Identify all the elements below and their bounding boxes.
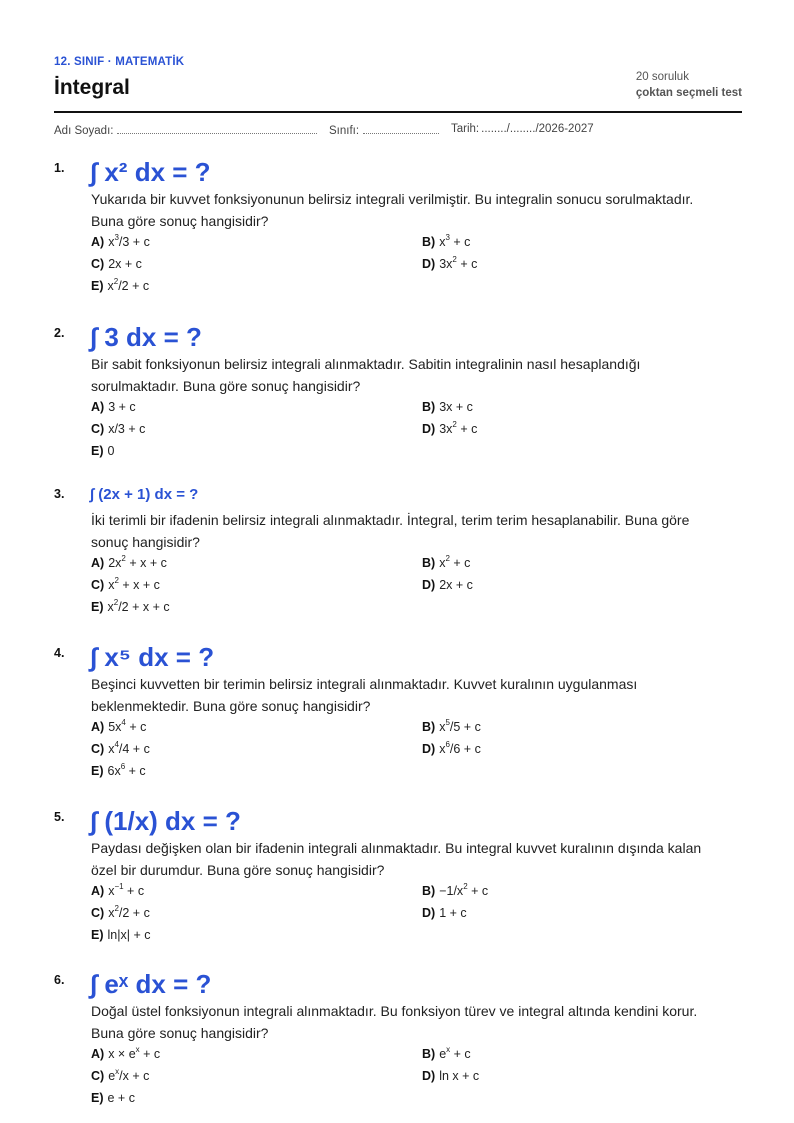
header-divider — [54, 111, 742, 113]
question-text-line: Doğal üstel fonksiyonun integrali alınmaktadır. Bu fonksiyon türev ve integral altında kendini korur. — [91, 1003, 698, 1019]
option-d[interactable] — [422, 1069, 479, 1083]
question-text-line: Bir sabit fonksiyonun belirsiz integrali alınmaktadır. Sabitin integralinin nasıl hesaplandığı — [91, 356, 641, 372]
question-number: 6. — [54, 973, 65, 987]
question-formula: ∫ x⁵ dx = ? — [90, 642, 215, 672]
option-e[interactable] — [91, 600, 170, 614]
option-d[interactable] — [422, 742, 481, 756]
option-d[interactable] — [422, 578, 473, 592]
option-letter: E) — [91, 1091, 104, 1105]
option-text: $x^3 + c$ — [439, 233, 471, 249]
option-a[interactable] — [91, 720, 146, 734]
option-e[interactable] — [91, 1091, 135, 1105]
option-letter: C) — [91, 1069, 105, 1083]
question-text — [91, 837, 741, 881]
option-text: $x^4/4 + c$ — [108, 740, 150, 756]
class-blank[interactable] — [363, 123, 439, 134]
test-type: çoktan seçmeli test — [635, 87, 742, 99]
option-letter: E) — [91, 279, 104, 293]
date-label: Tarih: — [451, 123, 480, 135]
option-text: 2x + c — [108, 257, 142, 271]
option-c[interactable] — [91, 257, 142, 271]
option-letter: D) — [422, 422, 436, 436]
question-text-line: Beşinci kuvvetten bir terimin belirsiz integrali alınmaktadır. Kuvvet kuralının uygulanması — [91, 676, 638, 692]
option-e[interactable] — [91, 279, 149, 293]
option-text: $x^{-1} + c$ — [108, 882, 145, 898]
option-letter: E) — [91, 764, 104, 778]
option-letter: A) — [91, 1047, 105, 1061]
option-letter: E) — [91, 928, 104, 942]
page-title: İntegral — [54, 76, 130, 99]
option-text: 0 — [107, 444, 115, 458]
option-letter: E) — [91, 444, 104, 458]
option-letter: D) — [422, 906, 436, 920]
question-text-line: Yukarıda bir kuvvet fonksiyonunun belirsiz integrali verilmiştir. Bu integralin sonucu sorulmaktadır. — [91, 191, 694, 207]
date-field[interactable] — [451, 123, 594, 135]
option-text: $x^2/2 + c$ — [108, 904, 150, 920]
option-c[interactable] — [91, 1069, 149, 1083]
student-info-row — [54, 123, 742, 139]
option-a[interactable] — [91, 400, 136, 414]
option-d[interactable] — [422, 257, 477, 271]
name-label: Adı Soyadı: — [54, 125, 114, 137]
option-letter: B) — [422, 884, 436, 898]
option-letter: E) — [91, 600, 104, 614]
option-text: $x^2 + x + c$ — [108, 576, 160, 592]
question-text-line: sorulmaktadır. Buna göre sonuç hangisidir? — [91, 378, 361, 394]
option-a[interactable] — [91, 235, 150, 249]
question-text-line: Buna göre sonuç hangisidir? — [91, 213, 269, 229]
question-formula: ∫ (2x + 1) dx = ? — [90, 486, 199, 503]
option-b[interactable] — [422, 1047, 471, 1061]
option-text: 3 + c — [108, 400, 136, 414]
option-letter: B) — [422, 400, 436, 414]
option-letter: C) — [91, 422, 105, 436]
option-text: 2x + c — [439, 578, 473, 592]
option-a[interactable] — [91, 556, 167, 570]
option-text: $x^6/6 + c$ — [439, 740, 481, 756]
question-text — [91, 673, 741, 717]
option-letter: B) — [422, 235, 436, 249]
option-d[interactable] — [422, 422, 477, 436]
question-number: 4. — [54, 646, 65, 660]
option-letter: A) — [91, 556, 105, 570]
question-text-line: Paydası değişken olan bir ifadenin integrali alınmaktadır. Bu integral kuvvet kuralının dışında kalan — [91, 840, 702, 856]
option-text: $2x^2 + x + c$ — [108, 554, 167, 570]
option-letter: C) — [91, 578, 105, 592]
option-a[interactable] — [91, 884, 144, 898]
option-text: ln|x| + c — [107, 928, 151, 942]
question-text-line: sonuç hangisidir? — [91, 534, 200, 550]
question-number: 3. — [54, 487, 65, 501]
option-letter: A) — [91, 235, 105, 249]
option-letter: D) — [422, 742, 436, 756]
question-formula: ∫ (1/x) dx = ? — [90, 806, 241, 836]
option-c[interactable] — [91, 578, 160, 592]
option-e[interactable] — [91, 444, 114, 458]
question-count: 20 soruluk — [635, 71, 689, 83]
option-letter: A) — [91, 884, 105, 898]
question-text-line: beklenmektedir. Buna göre sonuç hangisidir? — [91, 698, 371, 714]
option-letter: B) — [422, 556, 436, 570]
question-number: 2. — [54, 326, 65, 340]
option-b[interactable] — [422, 720, 481, 734]
option-d[interactable] — [422, 906, 467, 920]
option-c[interactable] — [91, 742, 150, 756]
option-letter: C) — [91, 906, 105, 920]
option-c[interactable] — [91, 422, 145, 436]
option-text: $3x^2 + c$ — [439, 255, 478, 271]
question-text — [91, 353, 741, 397]
option-letter: A) — [91, 400, 105, 414]
option-a[interactable] — [91, 1047, 160, 1061]
option-text: $e^x + c$ — [439, 1045, 471, 1061]
question-formula: ∫ x² dx = ? — [90, 157, 211, 187]
option-c[interactable] — [91, 906, 150, 920]
option-text: $x^5/5 + c$ — [439, 718, 481, 734]
option-b[interactable] — [422, 235, 470, 249]
option-letter: D) — [422, 1069, 436, 1083]
question-text — [91, 188, 741, 232]
class-label: Sınıfı: — [329, 125, 360, 137]
option-text: $x^2/2 + c$ — [107, 277, 150, 293]
option-text: x/3 + c — [108, 422, 146, 436]
test-meta — [636, 71, 742, 99]
option-e[interactable] — [91, 928, 150, 942]
option-text: e + c — [107, 1091, 135, 1105]
question-text — [91, 509, 741, 553]
name-field[interactable] — [54, 123, 317, 137]
option-letter: C) — [91, 257, 105, 271]
option-text: $e^x/x + c$ — [108, 1067, 150, 1083]
class-field[interactable] — [329, 123, 439, 137]
option-text: ln x + c — [439, 1069, 480, 1083]
option-letter: D) — [422, 257, 436, 271]
question-formula: ∫ eˣ dx = ? — [90, 969, 212, 999]
option-text: 1 + c — [439, 906, 467, 920]
option-text: 3x + c — [439, 400, 473, 414]
option-text: $5x^4 + c$ — [108, 718, 147, 734]
question-text-line: İki terimli bir ifadenin belirsiz integrali alınmaktadır. İntegral, terim terim hesaplanabilir. Buna göre — [91, 512, 690, 528]
option-letter: A) — [91, 720, 105, 734]
option-text: $6x^6 + c$ — [107, 762, 146, 778]
question-text — [91, 1000, 741, 1044]
option-text: $x \times e^x + c$ — [108, 1045, 161, 1061]
option-b[interactable] — [422, 556, 470, 570]
option-text: $x^2/2 + x + c$ — [107, 598, 170, 614]
option-text: $x^3/3 + c$ — [108, 233, 150, 249]
question-formula: ∫ 3 dx = ? — [90, 322, 202, 352]
option-text: $3x^2 + c$ — [439, 420, 478, 436]
question-text-line: özel bir durumdur. Buna göre sonuç hangisidir? — [91, 862, 385, 878]
option-text: $-1/x^2 + c$ — [439, 882, 489, 898]
option-b[interactable] — [422, 400, 473, 414]
name-blank[interactable] — [117, 123, 317, 134]
option-b[interactable] — [422, 884, 488, 898]
option-text: $x^2 + c$ — [439, 554, 471, 570]
question-number: 1. — [54, 161, 65, 175]
option-letter: B) — [422, 720, 436, 734]
course-label: 12. SINIF · MATEMATİK — [54, 56, 185, 68]
option-letter: B) — [422, 1047, 436, 1061]
date-blank[interactable]: ......../......../2026-2027 — [481, 123, 594, 135]
option-letter: C) — [91, 742, 105, 756]
option-e[interactable] — [91, 764, 146, 778]
question-number: 5. — [54, 810, 65, 824]
option-letter: D) — [422, 578, 436, 592]
question-text-line: Buna göre sonuç hangisidir? — [91, 1025, 269, 1041]
